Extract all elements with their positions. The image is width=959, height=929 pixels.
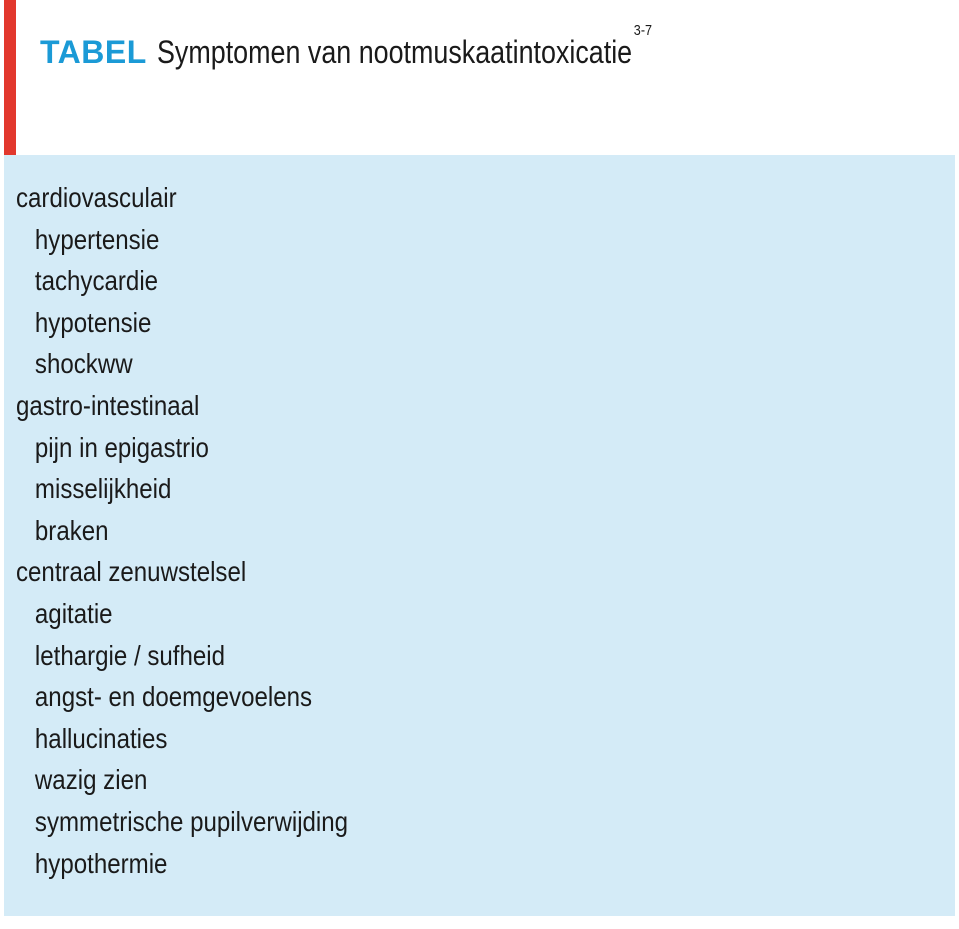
symptom-item: angst- en doemgevoelens bbox=[34, 681, 313, 713]
symptom-item: hypotensie bbox=[34, 306, 152, 338]
reference-superscript: 3-7 bbox=[633, 22, 652, 40]
symptom-item: agitatie bbox=[34, 597, 113, 629]
symptom-item: hypertensie bbox=[34, 223, 160, 255]
symptom-item: lethargie / sufheid bbox=[34, 639, 226, 671]
symptom-item: tachycardie bbox=[34, 265, 159, 297]
table-title bbox=[156, 22, 652, 71]
accent-bar bbox=[4, 0, 16, 155]
symptom-item: braken bbox=[34, 514, 109, 546]
symptom-item: shockww bbox=[34, 348, 133, 380]
symptom-item: misselijkheid bbox=[34, 473, 172, 505]
category-heading: cardiovasculair bbox=[16, 182, 177, 213]
table-label: TABEL bbox=[40, 34, 147, 70]
table-title-wrap bbox=[156, 22, 746, 71]
table-title-text: Symptomen van nootmuskaatintoxicatie bbox=[156, 34, 632, 70]
symptom-item: pijn in epigastrio bbox=[34, 431, 209, 463]
symptom-item: hallucinaties bbox=[34, 722, 168, 754]
symptom-item: symmetrische pupilverwijding bbox=[34, 805, 349, 837]
table-panel bbox=[4, 155, 955, 916]
symptom-list bbox=[16, 177, 402, 884]
category-heading: gastro-intestinaal bbox=[16, 389, 200, 421]
symptom-item: wazig zien bbox=[34, 764, 148, 796]
category-heading: centraal zenuwstelsel bbox=[16, 556, 247, 588]
table-header bbox=[40, 22, 949, 84]
symptom-item: hypothermie bbox=[34, 847, 168, 879]
